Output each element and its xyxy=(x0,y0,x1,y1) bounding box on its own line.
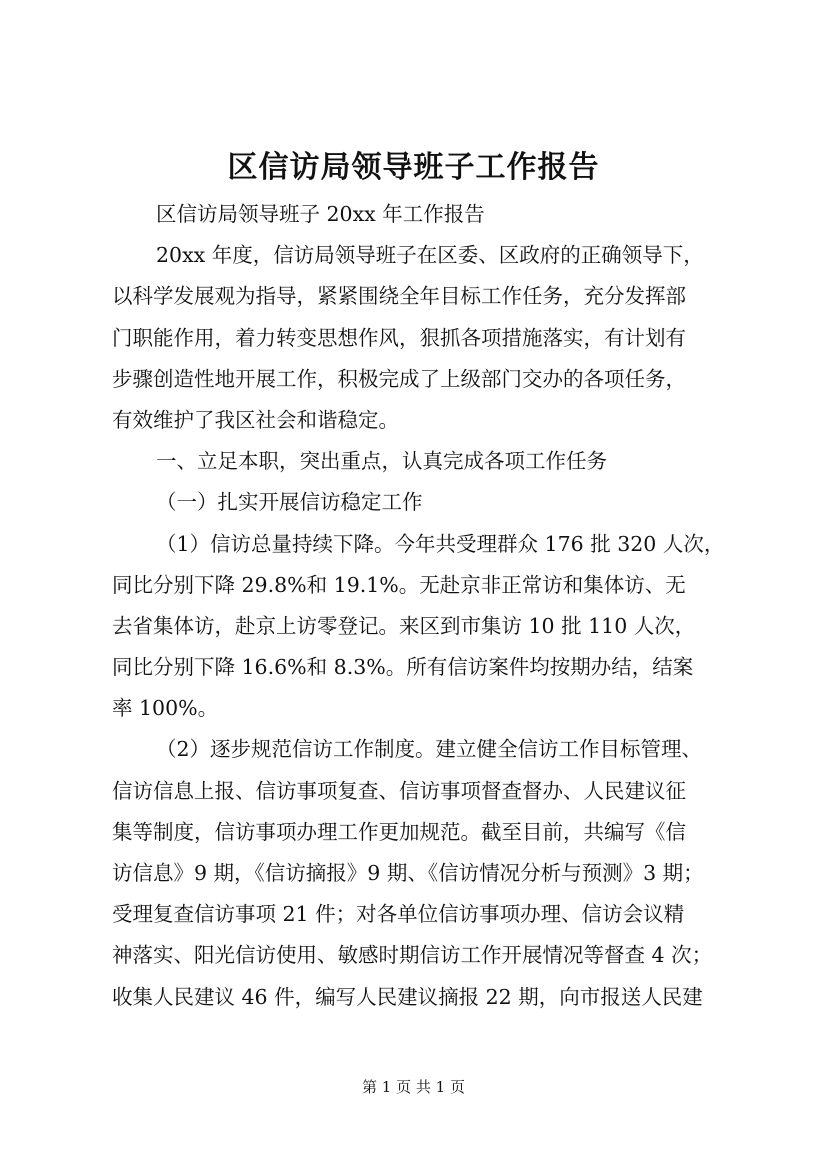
paragraph-line: 率 100%。 xyxy=(112,696,219,721)
paragraph-line: 去省集体访，赴京上访零登记。来区到市集访 10 批 110 人次， xyxy=(112,613,696,638)
subtitle-line: 区信访局领导班子 20xx 年工作报告 xyxy=(156,202,485,226)
paragraph-line: 步骤创造性地开展工作，积极完成了上级部门交办的各项任务， xyxy=(112,366,686,391)
paragraph-line: 受理复查信访事项 21 件；对各单位信访事项办理、信访会议精 xyxy=(112,902,685,927)
paragraph-line: 同比分别下降 16.6%和 8.3%。所有信访案件均按期办结，结案 xyxy=(112,655,694,680)
page-number-footer: 第 1 页 共 1 页 xyxy=(362,1078,465,1096)
paragraph-line: 神落实、阳光信访使用、敏感时期信访工作开展情况等督查 4 次； xyxy=(112,943,713,968)
subsection-heading: （一）扎实开展信访稳定工作 xyxy=(156,490,423,515)
section-heading: 一、立足本职，突出重点，认真完成各项工作任务 xyxy=(156,449,607,474)
paragraph-line: 门职能作用，着力转变思想作风，狠抓各项措施落实，有计划有 xyxy=(112,325,686,350)
paragraph-line: 有效维护了我区社会和谐稳定。 xyxy=(112,407,399,432)
document-title: 区信访局领导班子工作报告 xyxy=(227,150,600,185)
paragraph-line: 以科学发展观为指导，紧紧围绕全年目标工作任务，充分发挥部 xyxy=(112,284,686,309)
paragraph-line: 信访信息上报、信访事项复查、信访事项督查督办、人民建议征 xyxy=(112,778,686,803)
paragraph-line: 20xx 年度，信访局领导班子在区委、区政府的正确领导下， xyxy=(156,243,704,268)
paragraph-line: （1）信访总量持续下降。今年共受理群众 176 批 320 人次， xyxy=(156,531,725,556)
paragraph-line: 集等制度，信访事项办理工作更加规范。截至目前，共编写《信 xyxy=(112,819,686,844)
paragraph-line: 同比分别下降 29.8%和 19.1%。无赴京非正常访和集体访、无 xyxy=(112,572,686,597)
paragraph-line: 收集人民建议 46 件，编写人民建议摘报 22 期，向市报送人民建 xyxy=(112,984,703,1009)
paragraph-line: （2）逐步规范信访工作制度。建立健全信访工作目标管理、 xyxy=(156,737,703,762)
paragraph-line: 访信息》9 期，《信访摘报》9 期、《信访情况分析与预测》3 期； xyxy=(112,861,704,885)
document-body xyxy=(112,194,728,1018)
